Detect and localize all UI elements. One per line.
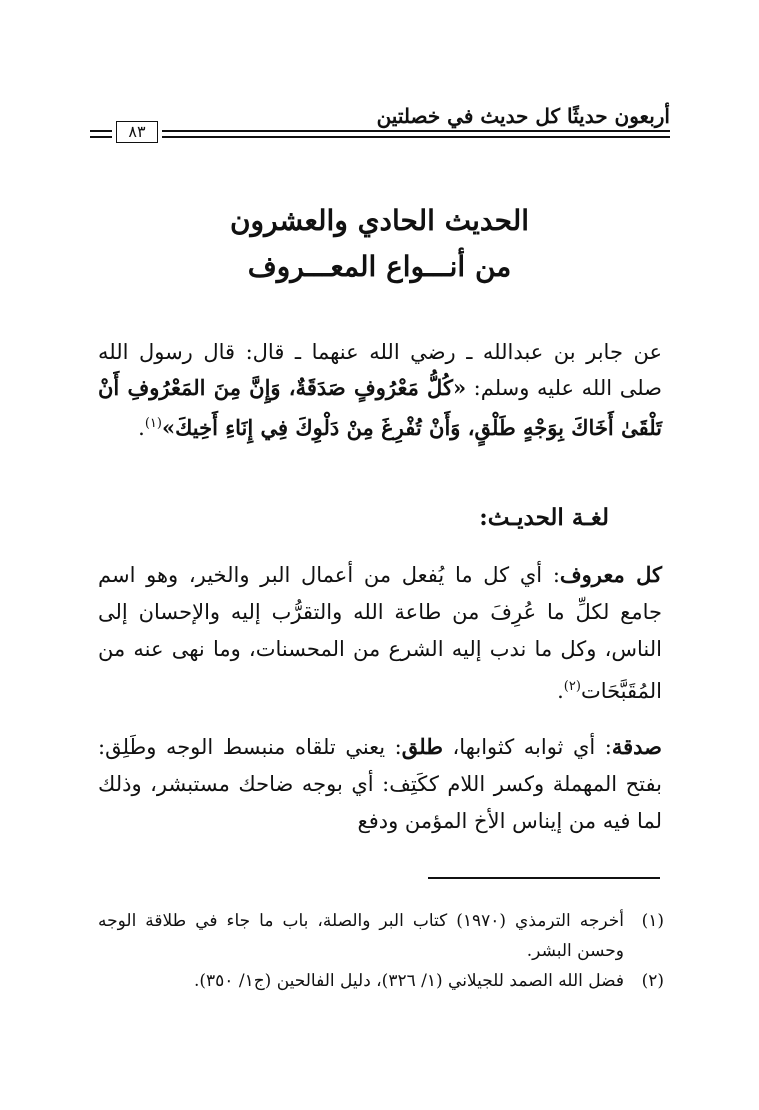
header-rule [90, 136, 112, 138]
header-rule [162, 136, 670, 138]
hadith-quote: «كُلُّ مَعْرُوفٍ صَدَقَةٌ، وَإِنَّ مِنَ المَعْرُوفِ أَنْ تَلْقَىٰ أَخَاكَ بِوَجْهٍ طَلْقٍ، وَأَنْ تُفْرِغَ مِنْ دَلْوِكَ فِي إِنَاءِ أَخِيكَ» [98, 375, 662, 440]
footnote-ref: (٢) [563, 679, 581, 694]
book-title: أربعون حديثًا كل حديث في خصلتين [376, 104, 670, 128]
header-rule [90, 130, 112, 132]
end-punct: . [557, 679, 564, 703]
footnote [98, 966, 664, 996]
footnotes [98, 906, 664, 996]
footnote-text: أخرجه الترمذي (١٩٧٠) كتاب البر والصلة، باب ما جاء في طلاقة الوجه وحسن البشر. [98, 911, 624, 961]
footnote-number: (١) [641, 911, 664, 931]
hadith-text [98, 334, 662, 446]
definition: : أي كل ما يُفعل من أعمال البر والخير، وهو اسم جامع لكلِّ ما عُرِفَ من طاعة الله والتقرُّب إليه والإحسان إلى الناس، وكل ما ندب إليه الشرع من المحسنات، وما نهى عنه من المُقَبَّحَات [98, 563, 662, 703]
footnote-ref: (١) [144, 416, 162, 431]
section-heading: لغـة الحديـث: [479, 504, 609, 531]
hadith-title: الحديث الحادي والعشرون [229, 204, 530, 237]
definition: : يعني تلقاه منبسط الوجه وطَلِق: بفتح المهملة وكسر اللام ككَتِف: أي بوجه ضاحك مستبشر، وذلك لما فيه من إيناس الأخ المؤمن ودفع [98, 735, 662, 833]
footnote [98, 906, 664, 966]
narration: عن جابر بن عبدالله ـ رضي الله عنهما ـ قال: قال رسول الله صلى الله عليه وسلم: [98, 340, 662, 400]
paragraph [98, 556, 662, 710]
footnote-text: فضل الله الصمد للجيلاني (١/ ٣٢٦)، دليل الفالحين (ج١/ ٣٥٠). [193, 971, 624, 991]
running-header [90, 104, 670, 144]
definition: : أي ثوابه كثوابها، [442, 735, 612, 759]
paragraph [98, 728, 662, 840]
page-number: ٨٣ [116, 121, 158, 143]
term: كل معروف [559, 562, 662, 587]
term: صدقة [611, 734, 662, 759]
footnote-separator [428, 877, 660, 879]
hadith-subtitle: من أنـــواع المعـــروف [247, 250, 512, 283]
header-rule [162, 130, 670, 132]
footnote-number: (٢) [641, 971, 664, 991]
term: طلق [401, 734, 443, 759]
end-punct: . [138, 416, 145, 440]
